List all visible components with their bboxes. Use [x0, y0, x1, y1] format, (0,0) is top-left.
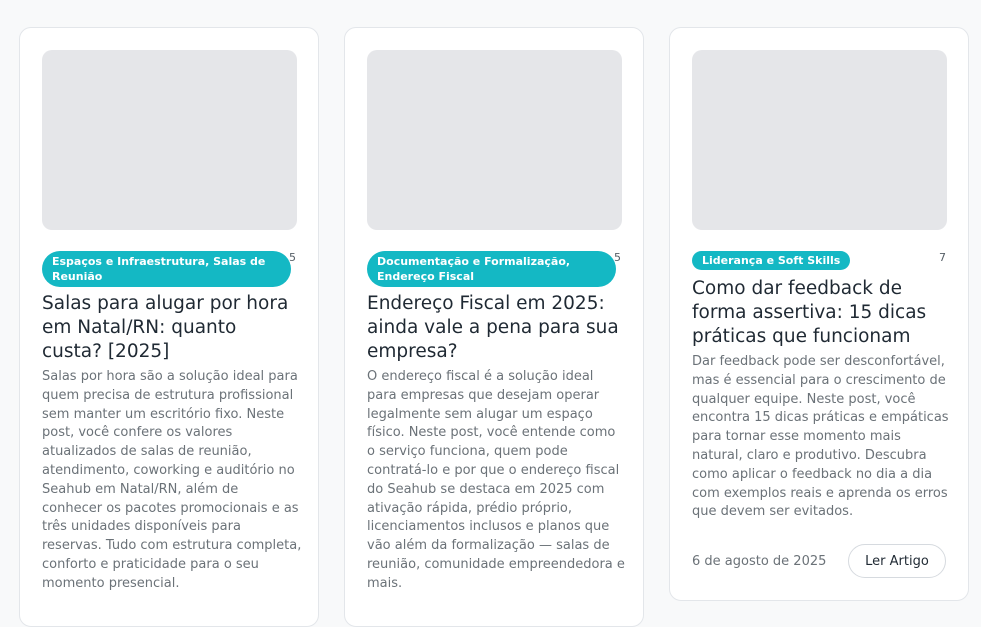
- article-thumbnail[interactable]: [42, 50, 297, 230]
- article-title[interactable]: Como dar feedback de forma assertiva: 15 dicas práticas que funcionam: [692, 278, 927, 347]
- article-title[interactable]: Endereço Fiscal em 2025: ainda vale a pena para sua empresa?: [367, 293, 619, 362]
- article-title[interactable]: Salas para alugar por hora em Natal/RN: quanto custa? [2025]: [42, 293, 289, 362]
- article-description: Salas por hora são a solução ideal para quem precisa de estrutura profissional sem manter um escritório fixo. Neste post, você confere os valores atualizados de salas de reunião, atendimento, coworking e auditório no Seahub em Natal/RN, além de conhecer os pacotes promocionais e as três unidades disponíveis para reservas. Tudo com estrutura completa, conforto e praticidade para o seu momento presencial.: [42, 369, 302, 591]
- article-card[interactable]: [344, 27, 644, 627]
- article-card[interactable]: [669, 27, 969, 601]
- article-thumbnail[interactable]: [367, 50, 622, 230]
- read-time-count: 7: [939, 251, 946, 264]
- read-time-count: 5: [614, 251, 621, 264]
- read-time-count: 5: [289, 251, 296, 264]
- category-tag[interactable]: Espaços e Infraestrutura, Salas de Reunião: [42, 251, 291, 287]
- article-description: Dar feedback pode ser desconfortável, mas é essencial para o crescimento de qualquer equipe. Neste post, você encontra 15 dicas práticas e empáticas para tornar esse momento mais natural, claro e produtivo. Descubra como aplicar o feedback no dia a dia com exemplos reais e aprenda os erros que devem ser evitados.: [692, 354, 949, 520]
- category-tag[interactable]: Liderança e Soft Skills: [692, 251, 850, 270]
- publish-date: 6 de agosto de 2025: [692, 554, 827, 569]
- category-tag[interactable]: Documentação e Formalização, Endereço Fiscal: [367, 251, 616, 287]
- article-description: O endereço fiscal é a solução ideal para empresas que desejam operar legalmente sem alugar um espaço físico. Neste post, você entende como o serviço funciona, quem pode contratá-lo e por que o endereço fiscal do Seahub se destaca em 2025 com ativação rápida, prédio próprio, licenciamentos inclusos e planos que vão além da formalização — salas de reunião, comunidade empreendedora e mais.: [367, 369, 625, 591]
- article-thumbnail[interactable]: [692, 50, 947, 230]
- read-article-button[interactable]: Ler Artigo: [848, 544, 946, 578]
- article-card[interactable]: [19, 27, 319, 627]
